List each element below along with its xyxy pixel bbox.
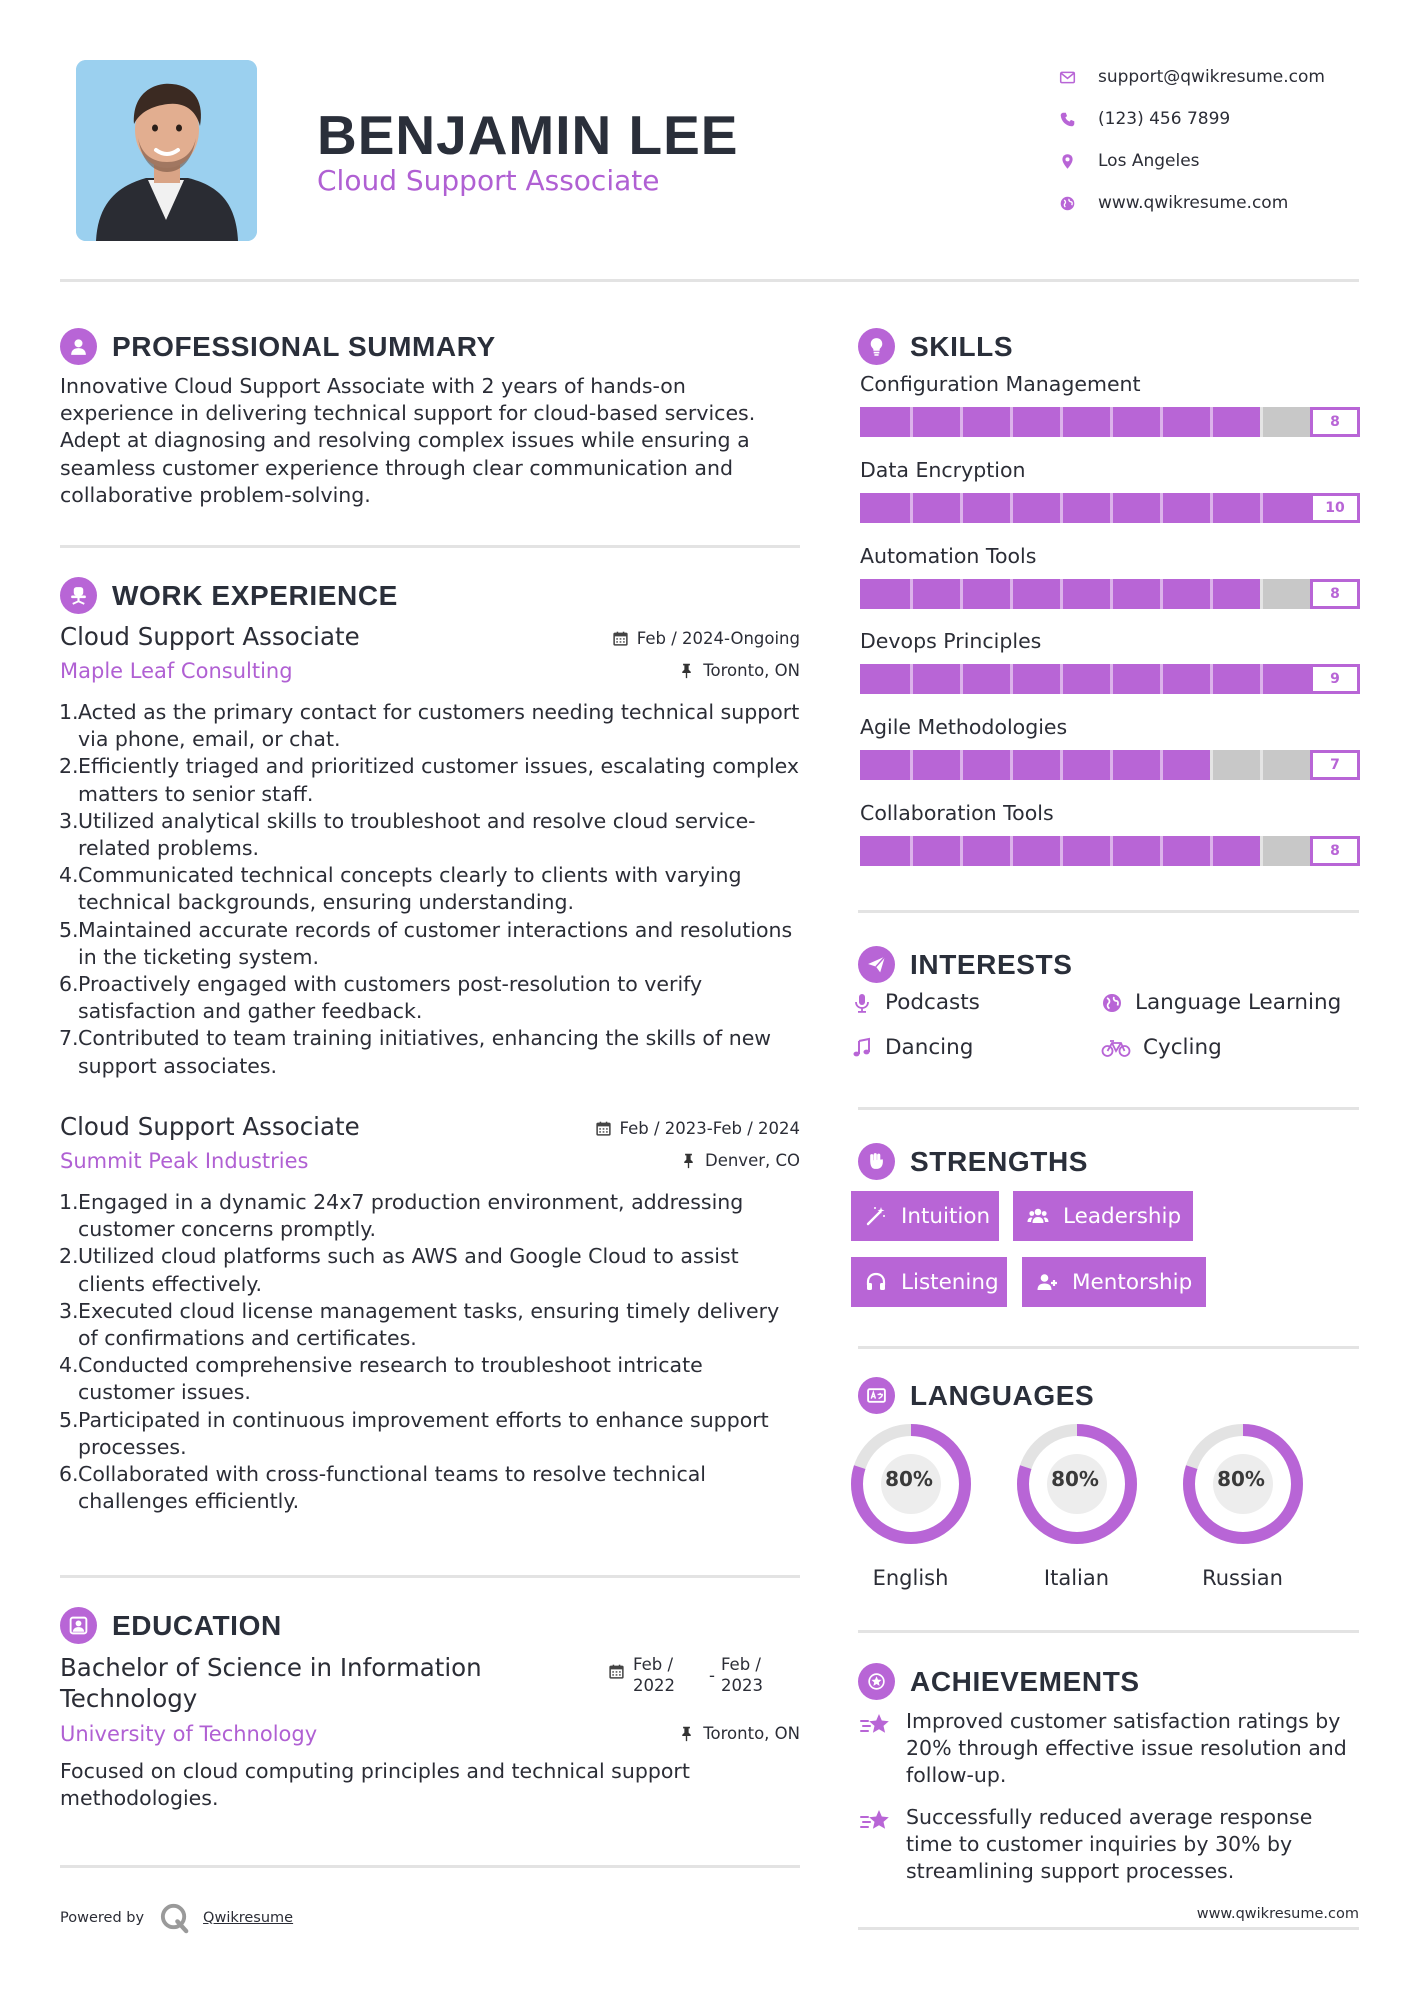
candidate-name: BENJAMIN LEE: [317, 104, 739, 166]
skill-bar-segment-divider: [1060, 579, 1063, 609]
powered-by-label: Powered by: [60, 1909, 145, 1926]
skill-bar-segment-divider: [1210, 750, 1213, 780]
skill-name: Data Encryption: [860, 458, 1026, 482]
skill-bar-segment-divider: [910, 407, 913, 437]
school-name: University of Technology: [60, 1722, 318, 1746]
skill-name: Collaboration Tools: [860, 801, 1054, 825]
skill-bar-segment-divider: [1160, 493, 1163, 523]
skill-bar-segment-divider: [960, 407, 963, 437]
header-divider: [60, 279, 1359, 282]
skill-bar-segment-divider: [1260, 836, 1263, 866]
skill-item: [860, 457, 1360, 516]
interest-label: Language Learning: [1135, 990, 1342, 1015]
skill-bar-segment-divider: [1110, 579, 1113, 609]
job-company: Summit Peak Industries: [60, 1149, 309, 1173]
skill-level: 8: [1310, 407, 1360, 437]
skill-item: [860, 628, 1360, 687]
headphones-icon: [865, 1271, 887, 1293]
job-location-text: Toronto, ON: [703, 661, 800, 680]
achievements-heading-text: ACHIEVEMENTS: [910, 1665, 1140, 1697]
skill-bar-segment-divider: [1110, 664, 1113, 694]
achievement-text: Improved customer satisfaction ratings by 20% through effective issue resolution and follow-up.: [906, 1709, 1347, 1788]
skill-bar-segment-divider: [1260, 493, 1263, 523]
skill-level: 10: [1310, 493, 1360, 523]
skill-bar-segment-divider: [1260, 664, 1263, 694]
skill-bar-segment-divider: [1010, 493, 1013, 523]
skill-bar-segment-divider: [960, 836, 963, 866]
job-dates: [612, 629, 800, 648]
skill-bar-segment-divider: [1010, 836, 1013, 866]
list-item: Proactively engaged with customers post-resolution to verify satisfaction and gather feedback.: [78, 972, 703, 1024]
interest-label: Podcasts: [885, 990, 980, 1015]
list-item: Acted as the primary contact for customers needing technical support via phone, email, or chat.: [78, 700, 800, 752]
users-icon: [1027, 1205, 1049, 1227]
footer-website-link[interactable]: www.qwikresume.com: [1196, 1906, 1359, 1922]
strengths-heading: [858, 1143, 1088, 1180]
list-item: Maintained accurate records of customer interactions and resolutions in the ticketing system.: [78, 917, 793, 969]
bicycle-icon: [1101, 1037, 1131, 1059]
skill-bar-segment-divider: [960, 579, 963, 609]
envelope-icon: [1058, 68, 1077, 87]
globe-icon: [1101, 992, 1123, 1014]
language-name: Russian: [1202, 1566, 1283, 1590]
strength-badge: [1013, 1191, 1193, 1241]
skill-bar-segment-divider: [1260, 579, 1263, 609]
skill-bar-segment-divider: [960, 493, 963, 523]
skill-name: Devops Principles: [860, 629, 1042, 653]
skill-bar-segment-divider: [910, 664, 913, 694]
skill-bar-segment-divider: [1210, 664, 1213, 694]
interest-label: Cycling: [1143, 1035, 1222, 1060]
skill-bar: [860, 836, 1360, 866]
education-divider: [60, 1865, 800, 1868]
skill-level: 9: [1310, 664, 1360, 694]
skill-bar-segment-divider: [1210, 579, 1213, 609]
strength-label: Mentorship: [1072, 1269, 1193, 1295]
contact-block: [1058, 56, 1358, 224]
user-plus-icon: [1036, 1271, 1058, 1293]
skill-bar-segment-divider: [1060, 493, 1063, 523]
contact-email[interactable]: [1058, 56, 1358, 98]
graduate-icon: [60, 1607, 97, 1644]
skill-item: [860, 371, 1360, 430]
skill-bar-segment-divider: [910, 750, 913, 780]
skill-bar-segment-divider: [1260, 407, 1263, 437]
skill-bar-segment-divider: [1010, 579, 1013, 609]
user-icon: [60, 328, 97, 365]
skill-item: [860, 800, 1360, 859]
job-dates-text: Feb / 2024-Ongoing: [636, 629, 800, 648]
summary-heading-text: PROFESSIONAL SUMMARY: [112, 330, 496, 362]
job-title: Cloud Support Associate: [60, 622, 360, 651]
skill-bar: [860, 493, 1360, 523]
language-percent: 80%: [885, 1467, 933, 1491]
skill-bar-segment-divider: [1060, 407, 1063, 437]
strengths-divider: [858, 1346, 1359, 1349]
language-percent: 80%: [1217, 1467, 1265, 1491]
skill-bar-segment-divider: [1060, 750, 1063, 780]
experience-heading-text: WORK EXPERIENCE: [112, 579, 398, 611]
interests-divider: [858, 1107, 1359, 1110]
skill-item: [860, 543, 1360, 602]
skill-bar: [860, 664, 1360, 694]
list-item: Communicated technical concepts clearly to clients with varying technical backgrounds, ensuring understanding.: [78, 863, 742, 915]
pushpin-icon: [678, 662, 695, 679]
skill-bar-segment-divider: [1110, 493, 1113, 523]
globe-icon: [1058, 194, 1077, 213]
interest-item: [851, 990, 980, 1015]
skill-level: 8: [1310, 836, 1360, 866]
strength-label: Listening: [901, 1269, 999, 1295]
job-location: [678, 661, 800, 680]
skill-bar-segment-divider: [1210, 836, 1213, 866]
summary-divider: [60, 545, 800, 548]
job-dates: [595, 1119, 800, 1138]
language-item: [1180, 1423, 1305, 1590]
education-location: [678, 1724, 800, 1743]
microphone-icon: [851, 992, 873, 1014]
education-description: Focused on cloud computing principles and technical support methodologies.: [60, 1759, 690, 1811]
candidate-title: Cloud Support Associate: [317, 164, 660, 197]
skill-bar-segment-divider: [960, 750, 963, 780]
job-title: Cloud Support Associate: [60, 1112, 360, 1141]
interest-item: [1101, 1035, 1222, 1060]
skill-name: Automation Tools: [860, 544, 1037, 568]
skill-bar-segment-divider: [1010, 407, 1013, 437]
pushpin-icon: [678, 1725, 695, 1742]
skills-heading: [858, 328, 1013, 365]
degree-title: Bachelor of Science in Information Technology: [60, 1653, 482, 1713]
skill-name: Agile Methodologies: [860, 715, 1068, 739]
skill-bar-segment-divider: [1110, 836, 1113, 866]
education-heading-text: EDUCATION: [112, 1609, 282, 1641]
experience-heading: [60, 577, 398, 614]
skills-divider: [858, 910, 1359, 913]
language-percent: 80%: [1051, 1467, 1099, 1491]
skill-bar: [860, 579, 1360, 609]
skill-bar-segment-divider: [1160, 664, 1163, 694]
language-name: English: [872, 1566, 949, 1590]
skill-bar-fill: [860, 664, 1310, 694]
languages-heading-text: LANGUAGES: [910, 1379, 1095, 1411]
contact-location-text: Los Angeles: [1098, 151, 1200, 171]
phone-icon: [1058, 110, 1077, 129]
skill-bar-segment-divider: [1160, 836, 1163, 866]
skill-bar: [860, 750, 1360, 780]
language-card-icon: [858, 1377, 895, 1414]
interests-heading-text: INTERESTS: [910, 948, 1073, 980]
qwikresume-link[interactable]: Qwikresume: [203, 1909, 294, 1926]
experience-divider: [60, 1575, 800, 1578]
job-dates-text: Feb / 2023-Feb / 2024: [619, 1119, 800, 1138]
lightbulb-icon: [858, 328, 895, 365]
skill-bar-segment-divider: [1110, 750, 1113, 780]
education-dates: [608, 1654, 793, 1696]
skill-level: 8: [1310, 579, 1360, 609]
list-item: Participated in continuous improvement efforts to enhance support processes.: [78, 1407, 769, 1459]
achievements-heading: [858, 1663, 1140, 1700]
language-item: [848, 1423, 973, 1590]
strength-label: Leadership: [1063, 1203, 1182, 1229]
calendar-icon: [595, 1120, 612, 1137]
education-location-text: Toronto, ON: [703, 1724, 800, 1743]
skill-bar-segment-divider: [1160, 750, 1163, 780]
skill-bar-segment-divider: [960, 664, 963, 694]
strengths-heading-text: STRENGTHS: [910, 1145, 1089, 1177]
strength-badge: [851, 1257, 1007, 1307]
skill-item: [860, 714, 1360, 773]
language-item: [1014, 1423, 1139, 1590]
job-company: Maple Leaf Consulting: [60, 659, 293, 683]
profile-photo-image: [76, 60, 257, 241]
skill-bar-segment-divider: [1010, 664, 1013, 694]
shooting-star-icon: [860, 1711, 892, 1739]
skill-bar-segment-divider: [1210, 493, 1213, 523]
language-name: Italian: [1043, 1566, 1110, 1590]
summary-text: Innovative Cloud Support Associate with 2 years of hands-on experience in delivering technical support for cloud-based services. Adept at diagnosing and resolving complex issues while ensuring a seamless customer experience through clear communication and collaborative problem-solving.: [60, 374, 756, 507]
skill-bar: [860, 407, 1360, 437]
achievement-text: Successfully reduced average response time to customer inquiries by 30% by streamlining support processes.: [906, 1805, 1313, 1884]
list-item: Utilized analytical skills to troubleshoot and resolve cloud service-related problems.: [78, 808, 756, 861]
contact-website[interactable]: [1058, 182, 1358, 224]
music-note-icon: [851, 1037, 873, 1059]
contact-email-text: support@qwikresume.com: [1098, 67, 1325, 87]
skill-bar-segment-divider: [1010, 750, 1013, 780]
skill-bar-segment-divider: [910, 836, 913, 866]
languages-heading: [858, 1377, 1094, 1414]
list-item: Utilized cloud platforms such as AWS and Google Cloud to assist clients effectively.: [78, 1244, 739, 1296]
job-bullets: [60, 1189, 800, 1515]
profile-photo: [76, 60, 257, 241]
qwikresume-logo-icon: [158, 1901, 191, 1934]
skill-name: Configuration Management: [860, 372, 1141, 396]
languages-divider: [858, 1630, 1359, 1633]
skill-bar-segment-divider: [1160, 407, 1163, 437]
list-item: Conducted comprehensive research to troubleshoot intricate customer issues.: [78, 1353, 703, 1405]
office-chair-icon: [60, 577, 97, 614]
contact-website-text: www.qwikresume.com: [1098, 193, 1289, 213]
education-end-date: Feb / 2023: [720, 1655, 763, 1695]
education-heading: [60, 1607, 282, 1644]
skill-bar-segment-divider: [1210, 407, 1213, 437]
summary-heading: [60, 328, 496, 365]
calendar-icon: [612, 630, 629, 647]
skill-bar-segment-divider: [910, 493, 913, 523]
fist-icon: [858, 1143, 895, 1180]
pushpin-icon: [680, 1152, 697, 1169]
skills-heading-text: SKILLS: [910, 330, 1014, 362]
skill-bar-segment-divider: [1060, 664, 1063, 694]
paper-plane-icon: [858, 946, 895, 983]
education-start-date: Feb / 2022: [633, 1655, 675, 1695]
list-item: Efficiently triaged and prioritized customer issues, escalating complex matters to senior staff.: [78, 754, 800, 806]
interest-item: [851, 1035, 973, 1060]
strength-badge: [851, 1191, 999, 1241]
skill-bar-segment-divider: [1260, 750, 1263, 780]
map-pin-icon: [1058, 152, 1077, 171]
job-location-text: Denver, CO: [704, 1151, 800, 1170]
list-item: Engaged in a dynamic 24x7 production environment, addressing customer concerns promptly.: [78, 1190, 744, 1242]
contact-phone-text: (123) 456 7899: [1098, 109, 1231, 129]
job-location: [680, 1151, 800, 1170]
skill-bar-segment-divider: [910, 579, 913, 609]
strength-badge: [1022, 1257, 1206, 1307]
date-separator: -: [709, 1666, 715, 1685]
strength-label: Intuition: [901, 1203, 991, 1229]
skill-level: 7: [1310, 750, 1360, 780]
interests-heading: [858, 946, 1073, 983]
shooting-star-icon: [860, 1807, 892, 1835]
calendar-icon: [608, 1663, 625, 1680]
powered-by: [60, 1901, 293, 1934]
interest-label: Dancing: [885, 1035, 974, 1060]
footer-divider: [858, 1927, 1359, 1930]
skill-bar-segment-divider: [1160, 579, 1163, 609]
list-item: Contributed to team training initiatives, enhancing the skills of new support associates.: [78, 1026, 772, 1078]
list-item: Collaborated with cross-functional teams to resolve technical challenges efficiently.: [78, 1462, 706, 1514]
skill-bar-segment-divider: [1110, 407, 1113, 437]
list-item: Executed cloud license management tasks, ensuring timely delivery of confirmations and certificates.: [78, 1298, 780, 1351]
contact-phone[interactable]: [1058, 98, 1358, 140]
magic-wand-icon: [865, 1205, 887, 1227]
contact-location: [1058, 140, 1358, 182]
skill-bar-segment-divider: [1060, 836, 1063, 866]
interest-item: [1101, 990, 1341, 1015]
job-bullets: [60, 699, 800, 1080]
award-star-icon: [858, 1663, 895, 1700]
